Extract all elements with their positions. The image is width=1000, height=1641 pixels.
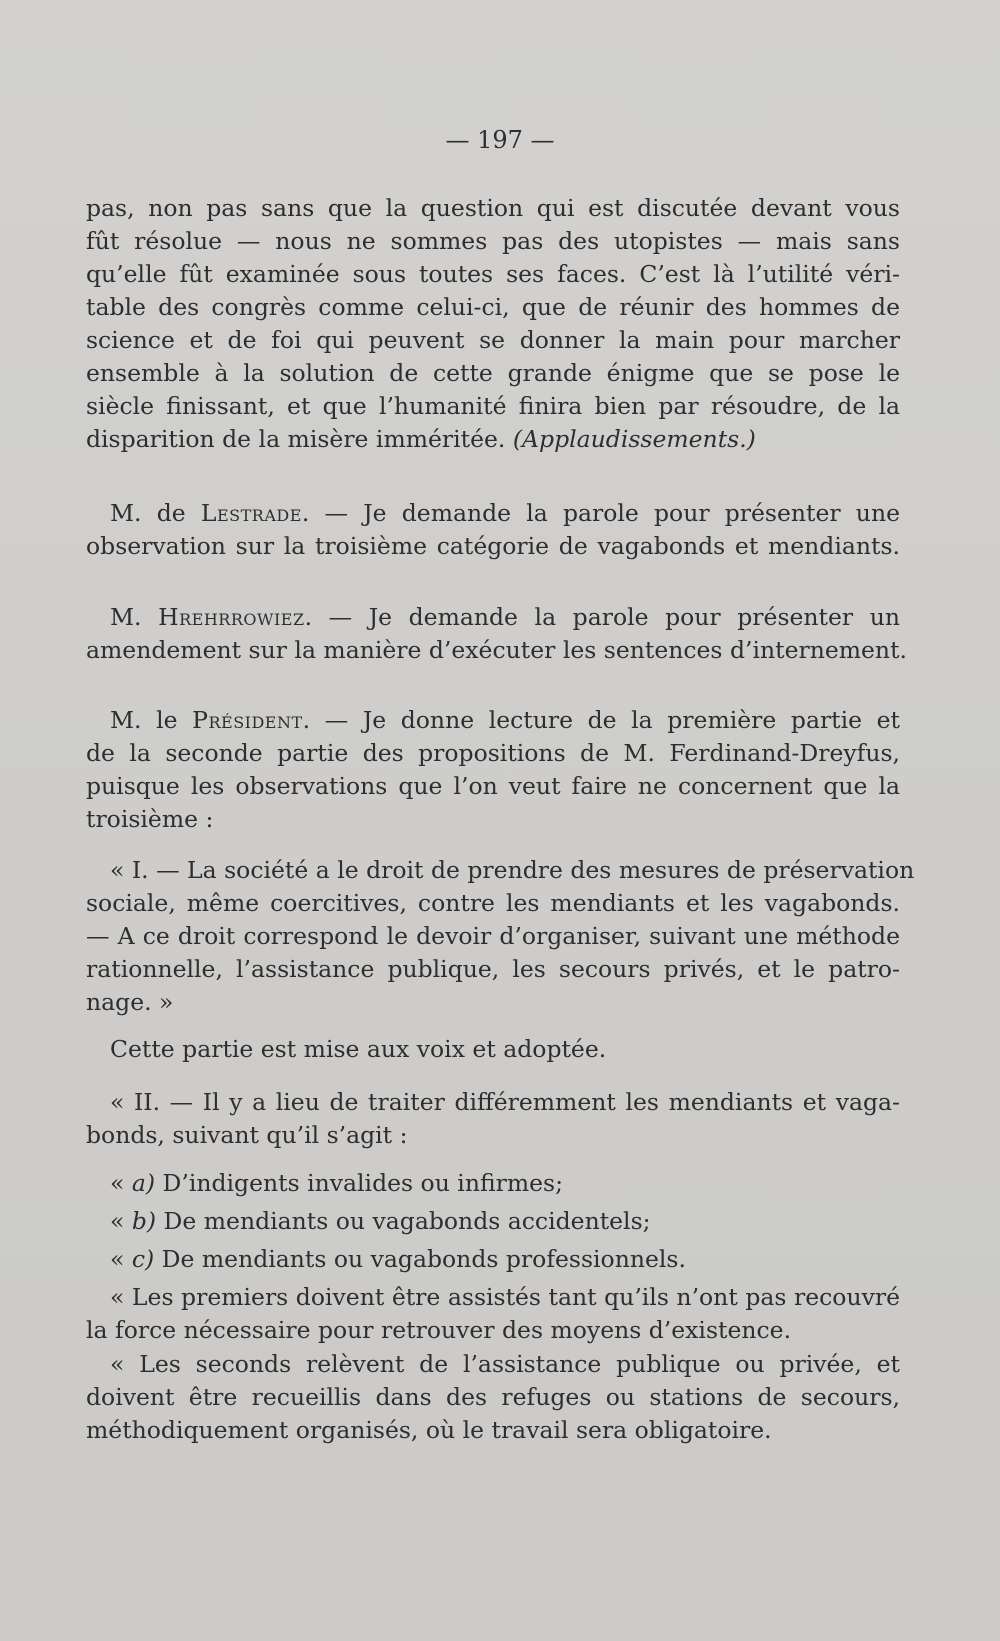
paragraph-intro	[86, 192, 900, 456]
item-letter: a)	[131, 1169, 156, 1197]
item-letter: b)	[131, 1207, 157, 1235]
text-line: table des congrès comme celui-ci, que de réunir des hommes de	[86, 293, 900, 321]
speaker-name: Lestrade	[200, 499, 302, 527]
proposition-two	[86, 1086, 900, 1152]
speaker-name: Président	[192, 706, 303, 734]
speaker-prefix: M. de	[110, 499, 201, 527]
paragraph-seconds	[86, 1348, 900, 1447]
text-line: siècle finissant, et que l’humanité finira bien par résoudre, de la	[86, 392, 900, 420]
quote-open: «	[110, 1207, 132, 1235]
text-line: la force nécessaire pour retrouver des moyens d’existence.	[86, 1316, 792, 1344]
proposition-one	[86, 854, 915, 1019]
text-line: « I. — La société a le droit de prendre des mesures de préservation	[110, 856, 915, 884]
text-line	[86, 704, 900, 737]
text-line: méthodiquement organisés, où le travail sera obligatoire.	[86, 1416, 772, 1444]
paragraph-premiers	[86, 1281, 900, 1347]
text-line: « Les premiers doivent être assistés tant qu’ils n’ont pas recouvré	[110, 1283, 900, 1311]
text-line: Cette partie est mise aux voix et adoptée.	[110, 1035, 607, 1063]
text-line	[86, 497, 900, 530]
item-text: De mendiants ou vagabonds accidentels;	[156, 1207, 651, 1235]
list-item	[86, 1240, 900, 1278]
speaker-name: Hrehrrowiez	[158, 603, 305, 631]
text-line: doivent être recueillis dans des refuges ou stations de secours,	[86, 1383, 900, 1411]
category-list	[86, 1164, 900, 1278]
text-line: qu’elle fût examinée sous toutes ses faces. C’est là l’utilité véri-	[86, 260, 900, 288]
paragraph-hrehrowiez	[86, 601, 907, 667]
text-line: bonds, suivant qu’il s’agit :	[86, 1121, 408, 1149]
text-fragment: . — Je donne lecture de la première partie et	[302, 706, 900, 734]
item-text: D’indigents invalides ou infirmes;	[155, 1169, 564, 1197]
text-line: « II. — Il y a lieu de traiter différemment les mendiants et vaga-	[110, 1088, 900, 1116]
text-line: amendement sur la manière d’exécuter les sentences d’internement.	[86, 636, 907, 664]
text-fragment: . — Je demande la parole pour présenter une	[301, 499, 900, 527]
text-line: — A ce droit correspond le devoir d’organiser, suivant une méthode	[86, 922, 900, 950]
text-line: science et de foi qui peuvent se donner la main pour marcher	[86, 326, 900, 354]
adoption-note	[86, 1033, 900, 1066]
text-line: fût résolue — nous ne sommes pas des utopistes — mais sans	[86, 227, 900, 255]
text-line: troisième :	[86, 805, 214, 833]
text-line: nage. »	[86, 988, 174, 1016]
quote-open: «	[110, 1245, 132, 1273]
text-line: pas, non pas sans que la question qui est discutée devant vous	[86, 194, 900, 222]
paragraph-president	[86, 704, 900, 836]
applause-note: (Applaudissements.)	[512, 425, 756, 453]
quote-open: «	[110, 1169, 132, 1197]
speaker-prefix: M.	[110, 603, 159, 631]
text-line: ensemble à la solution de cette grande énigme que se pose le	[86, 359, 900, 387]
text-line: sociale, même coercitives, contre les mendiants et les vagabonds.	[86, 889, 900, 917]
speaker-prefix: M. le	[110, 706, 193, 734]
paragraph-lestrade	[86, 497, 900, 563]
item-text: De mendiants ou vagabonds professionnels.	[154, 1245, 686, 1273]
text-fragment: . — Je demande la parole pour présenter un	[304, 603, 900, 631]
text-line	[86, 423, 900, 456]
item-letter: c)	[131, 1245, 155, 1273]
text-line: « Les seconds relèvent de l’assistance publique ou privée, et	[110, 1350, 900, 1378]
text-line: rationnelle, l’assistance publique, les secours privés, et le patro-	[86, 955, 900, 983]
list-item	[86, 1164, 900, 1202]
list-item	[86, 1202, 900, 1240]
text-line: puisque les observations que l’on veut faire ne concernent que la	[86, 772, 900, 800]
text-fragment: disparition de la misère imméritée.	[86, 425, 506, 453]
text-line	[86, 601, 900, 634]
text-line: de la seconde partie des propositions de M. Ferdinand-Dreyfus,	[86, 739, 900, 767]
text-line: observation sur la troisième catégorie de vagabonds et mendiants.	[86, 532, 900, 560]
page-number: — 197 —	[445, 126, 555, 154]
